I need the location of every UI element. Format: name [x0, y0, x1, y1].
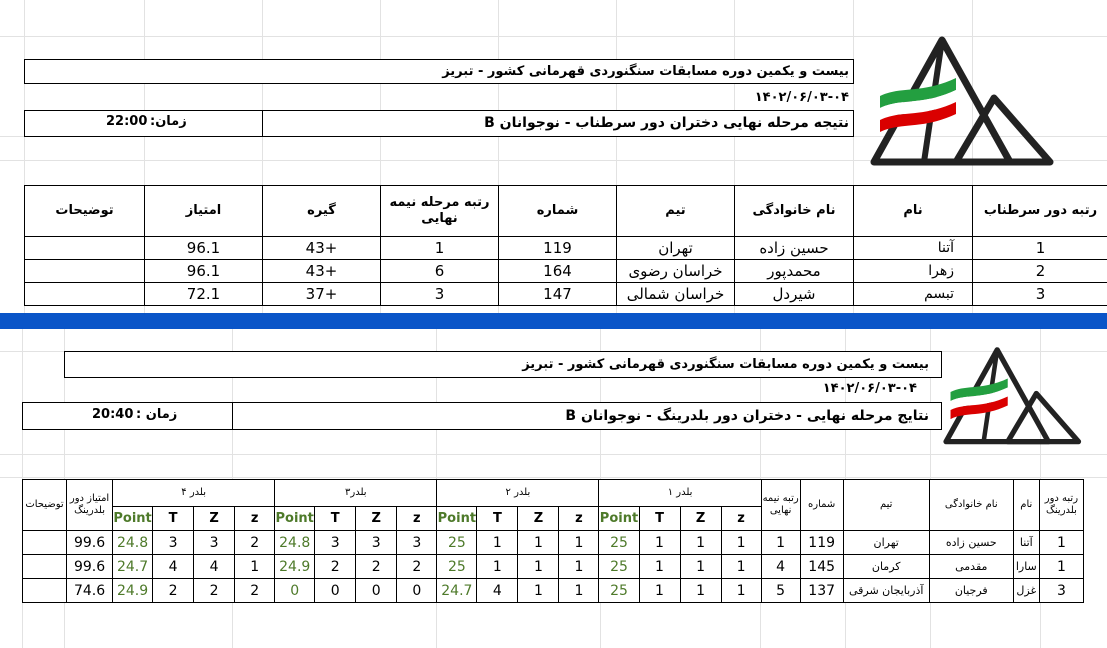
b1-point-cell: 25 — [599, 555, 639, 579]
b1-z-cell: 1 — [721, 555, 761, 579]
header-semi-rank: رتبه مرحله نیمه نهایی — [381, 186, 499, 237]
table-row — [23, 555, 1084, 579]
boulder-results-sheet — [0, 329, 1107, 648]
table-row — [25, 283, 1107, 306]
b4-z-cell: 1 — [235, 555, 275, 579]
b4-point-cell: 24.7 — [113, 555, 153, 579]
b1-point-cell: 25 — [599, 531, 639, 555]
b2-point-cell: 24.7 — [437, 579, 477, 603]
name-cell: زهرا — [854, 260, 973, 283]
competition-title: بیست و یکمین دوره مسابقات سنگنوردی قهرمانی کشور - تبریز — [522, 357, 929, 372]
number-cell: 145 — [800, 555, 843, 579]
b2-zone-cell: 1 — [518, 555, 559, 579]
b4-t-cell: 3 — [153, 531, 194, 555]
score-cell: 96.1 — [145, 260, 263, 283]
header-hold: گیره — [263, 186, 381, 237]
header-t: T — [477, 507, 518, 531]
name-cell: تبسم — [854, 283, 973, 306]
header-number: شماره — [800, 480, 843, 531]
b1-zone-cell: 1 — [680, 531, 721, 555]
header-zone: Z — [680, 507, 721, 531]
family-cell: حسین زاده — [929, 531, 1013, 555]
team-cell: تهران — [617, 237, 735, 260]
competition-date: ۱۴۰۲/۰۶/۰۳-۰۴ — [822, 381, 917, 396]
number-cell: 137 — [800, 579, 843, 603]
competition-date: ۱۴۰۲/۰۶/۰۳-۰۴ — [754, 90, 849, 105]
b4-point-cell: 24.9 — [113, 579, 153, 603]
b2-z-cell: 1 — [559, 579, 599, 603]
b2-t-cell: 1 — [477, 555, 518, 579]
rank-cell: 3 — [1039, 579, 1083, 603]
b4-z-cell: 2 — [235, 531, 275, 555]
header-team: تیم — [843, 480, 929, 531]
family-cell: فرجیان — [929, 579, 1013, 603]
notes-cell — [23, 555, 67, 579]
header-zone-attempts: z — [721, 507, 761, 531]
table-row — [25, 260, 1107, 283]
b2-z-cell: 1 — [559, 555, 599, 579]
boulder-results-table — [22, 479, 1084, 603]
hold-cell: 43+ — [263, 237, 381, 260]
b3-point-cell: 24.8 — [275, 531, 315, 555]
team-cell: خراسان رضوی — [617, 260, 735, 283]
header-name: نام — [854, 186, 973, 237]
header-family: نام خانوادگی — [735, 186, 854, 237]
b4-zone-cell: 4 — [194, 555, 235, 579]
hold-cell: 37+ — [263, 283, 381, 306]
competition-title: بیست و یکمین دوره مسابقات سنگنوردی قهرمانی کشور - تبریز — [442, 64, 849, 79]
header-score: امتیاز — [145, 186, 263, 237]
table-row — [23, 579, 1084, 603]
b3-zone-cell: 2 — [356, 555, 397, 579]
b1-z-cell: 1 — [721, 579, 761, 603]
time-value: 20:40 — [92, 407, 134, 422]
b2-t-cell: 1 — [477, 531, 518, 555]
section-divider — [0, 313, 1107, 329]
header-zone-attempts: z — [559, 507, 599, 531]
rank-cell: 1 — [1039, 555, 1083, 579]
header-point: Point — [437, 507, 477, 531]
b1-t-cell: 1 — [639, 579, 680, 603]
family-cell: مقدمی — [929, 555, 1013, 579]
header-score: امتیاز دور بلدرینگ — [67, 480, 113, 531]
b4-t-cell: 2 — [153, 579, 194, 603]
notes-cell — [23, 579, 67, 603]
table-row — [25, 237, 1107, 260]
team-cell: تهران — [843, 531, 929, 555]
b3-t-cell: 2 — [315, 555, 356, 579]
header-t: T — [153, 507, 194, 531]
rank-cell: 1 — [973, 237, 1107, 260]
b4-zone-cell: 3 — [194, 531, 235, 555]
number-cell: 119 — [800, 531, 843, 555]
number-cell: 164 — [499, 260, 617, 283]
name-cell: غزل — [1013, 579, 1039, 603]
b2-point-cell: 25 — [437, 555, 477, 579]
header-t: T — [315, 507, 356, 531]
team-cell: خراسان شمالی — [617, 283, 735, 306]
header-team: تیم — [617, 186, 735, 237]
name-cell: آتنا — [1013, 531, 1039, 555]
b3-z-cell: 2 — [397, 555, 437, 579]
header-boulder3: بلدر۳ — [275, 480, 437, 507]
b3-zone-cell: 0 — [356, 579, 397, 603]
header-boulder4: بلدر ۴ — [113, 480, 275, 507]
b4-point-cell: 24.8 — [113, 531, 153, 555]
score-cell: 99.6 — [67, 555, 113, 579]
rank-cell: 2 — [973, 260, 1107, 283]
header-zone-attempts: z — [397, 507, 437, 531]
header-zone: Z — [518, 507, 559, 531]
round-subtitle: نتیجه مرحله نهایی دختران دور سرطناب - نوجوانان B — [484, 115, 849, 131]
rank-cell: 1 — [1039, 531, 1083, 555]
number-cell: 119 — [499, 237, 617, 260]
score-cell: 74.6 — [67, 579, 113, 603]
rope-results-table — [24, 185, 1107, 306]
b3-point-cell: 0 — [275, 579, 315, 603]
b1-z-cell: 1 — [721, 531, 761, 555]
header-family: نام خانوادگی — [929, 480, 1013, 531]
b3-zone-cell: 3 — [356, 531, 397, 555]
semi-rank-cell: 4 — [761, 555, 800, 579]
semi-rank-cell: 5 — [761, 579, 800, 603]
b3-t-cell: 0 — [315, 579, 356, 603]
header-point: Point — [113, 507, 153, 531]
header-boulder2: بلدر ۲ — [437, 480, 599, 507]
b2-z-cell: 1 — [559, 531, 599, 555]
header-point: Point — [599, 507, 639, 531]
notes-cell — [25, 260, 145, 283]
header-zone: Z — [356, 507, 397, 531]
header-notes: توضیحات — [23, 480, 67, 531]
time-label: زمان : — [136, 407, 178, 422]
header-point: Point — [275, 507, 315, 531]
header-t: T — [639, 507, 680, 531]
b1-t-cell: 1 — [639, 531, 680, 555]
header-rank: رتبه دور سرطناب — [973, 186, 1107, 237]
semi-rank-cell: 6 — [381, 260, 499, 283]
semi-rank-cell: 1 — [381, 237, 499, 260]
b1-t-cell: 1 — [639, 555, 680, 579]
b3-z-cell: 0 — [397, 579, 437, 603]
b1-point-cell: 25 — [599, 579, 639, 603]
b2-zone-cell: 1 — [518, 579, 559, 603]
score-cell: 96.1 — [145, 237, 263, 260]
header-notes: توضیحات — [25, 186, 145, 237]
b3-point-cell: 24.9 — [275, 555, 315, 579]
time-value: 22:00 — [106, 114, 148, 129]
semi-rank-cell: 1 — [761, 531, 800, 555]
score-cell: 72.1 — [145, 283, 263, 306]
rope-results-sheet — [0, 0, 1107, 313]
mountain-flag-logo-icon — [870, 34, 1056, 166]
notes-cell — [23, 531, 67, 555]
round-subtitle: نتایج مرحله نهایی - دختران دور بلدرینگ - نوجوانان B — [565, 408, 929, 424]
header-zone: Z — [194, 507, 235, 531]
name-cell: سارا — [1013, 555, 1039, 579]
b4-t-cell: 4 — [153, 555, 194, 579]
header-semi-rank: رتبه نیمه نهایی — [761, 480, 800, 531]
table-row — [23, 531, 1084, 555]
number-cell: 147 — [499, 283, 617, 306]
semi-rank-cell: 3 — [381, 283, 499, 306]
b3-z-cell: 3 — [397, 531, 437, 555]
header-rank: رتبه دور بلدرینگ — [1039, 480, 1083, 531]
b2-point-cell: 25 — [437, 531, 477, 555]
b2-zone-cell: 1 — [518, 531, 559, 555]
b3-t-cell: 3 — [315, 531, 356, 555]
header-number: شماره — [499, 186, 617, 237]
b1-zone-cell: 1 — [680, 555, 721, 579]
time-label: زمان: — [150, 114, 187, 129]
header-name: نام — [1013, 480, 1039, 531]
family-cell: محمدپور — [735, 260, 854, 283]
family-cell: شیردل — [735, 283, 854, 306]
b4-z-cell: 2 — [235, 579, 275, 603]
b1-zone-cell: 1 — [680, 579, 721, 603]
name-cell: آتنا — [854, 237, 973, 260]
table-header-row — [23, 480, 1084, 507]
notes-cell — [25, 283, 145, 306]
header-boulder1: بلدر ۱ — [599, 480, 761, 507]
b4-zone-cell: 2 — [194, 579, 235, 603]
team-cell: کرمان — [843, 555, 929, 579]
rank-cell: 3 — [973, 283, 1107, 306]
notes-cell — [25, 237, 145, 260]
b2-t-cell: 4 — [477, 579, 518, 603]
team-cell: آذربایجان شرقی — [843, 579, 929, 603]
hold-cell: 43+ — [263, 260, 381, 283]
mountain-flag-logo-icon — [943, 334, 1083, 456]
table-header-row — [25, 186, 1107, 237]
score-cell: 99.6 — [67, 531, 113, 555]
family-cell: حسین زاده — [735, 237, 854, 260]
header-zone-attempts: z — [235, 507, 275, 531]
